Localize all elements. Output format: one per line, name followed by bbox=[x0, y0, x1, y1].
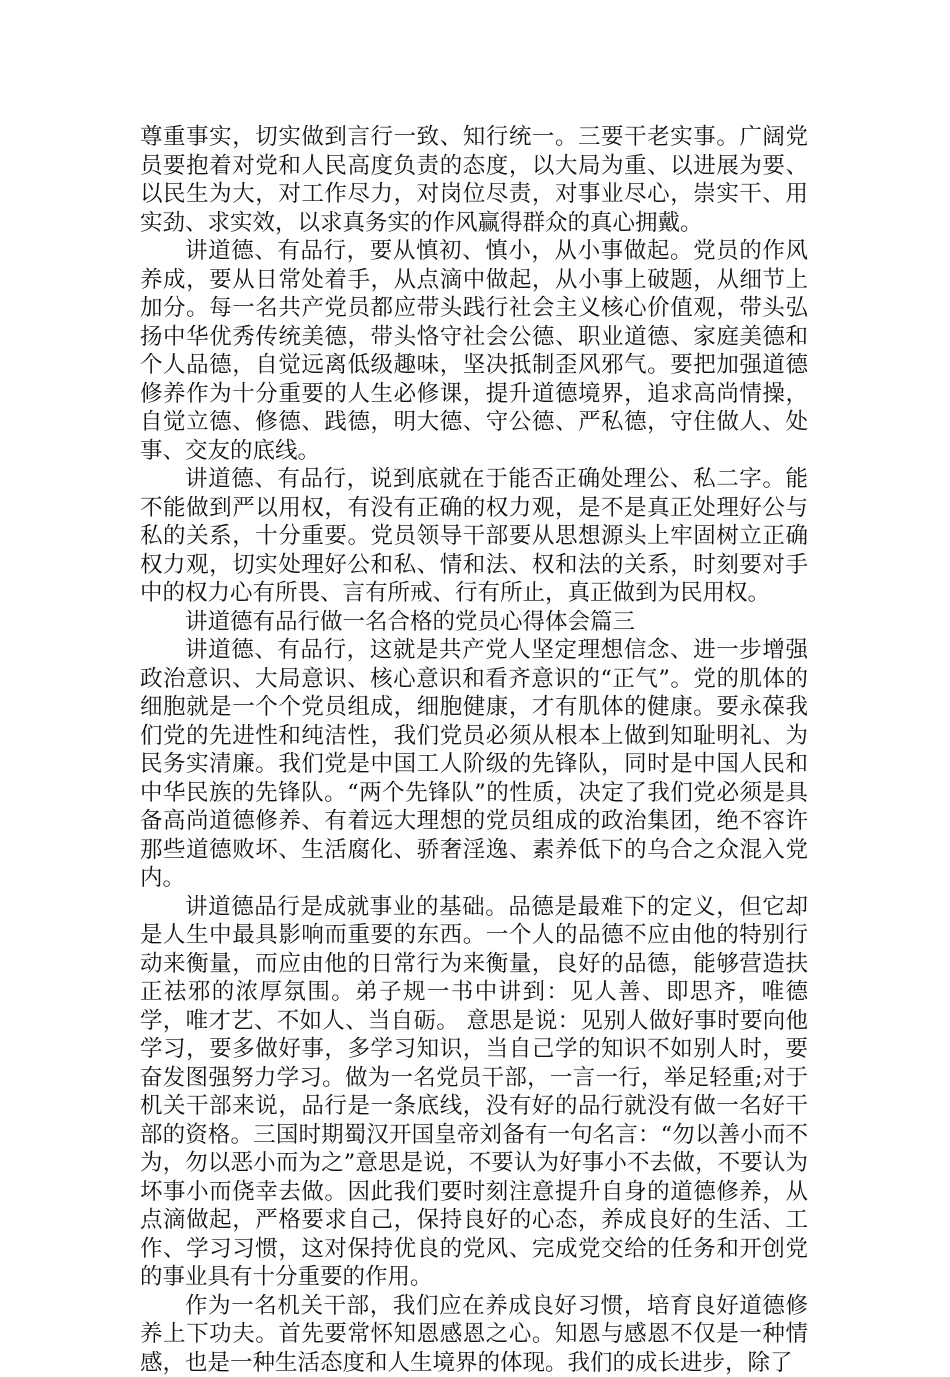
paragraph-start-small: 讲道德、有品行，要从慎初、慎小，从小事做起。党员的作风养成，要从日常处着手，从点滴中做起，从小事上破题，从细节上加分。每一名共产党员都应带头践行社会主义核心价值观，带头弘扬中华优秀传统美德，带头恪守社会公德、职业道德、家庭美德和个人品德，自觉远离低级趣味，坚决抵制歪风邪气。要把加强道德修养作为十分重要的人生必修课，提升道德境界，追求高尚情操，自觉立德、修德、践德，明大德、守公德、严私德，守住做人、处事、交友的底线。 bbox=[140, 237, 808, 465]
document-page bbox=[140, 123, 808, 1377]
section-heading: 讲道德有品行做一名合格的党员心得体会篇三 bbox=[140, 608, 808, 637]
paragraph-integrity: 讲道德、有品行，这就是共产党人坚定理想信念、进一步增强政治意识、大局意识、核心意识和看齐意识的“正气”。党的肌体的细胞就是一个个党员组成，细胞健康，才有肌体的健康。要永葆我们党的先进性和纯洁性，我们党员必须从根本上做到知耻明礼、为民务实清廉。我们党是中国工人阶级的先锋队，同时是中国人民和中华民族的先锋队。“两个先锋队”的性质，决定了我们党必须是具备高尚道德修养、有着远大理想的党员组成的政治集团，绝不容许那些道德败坏、生活腐化、骄奢淫逸、素养低下的乌合之众混入党内。 bbox=[140, 636, 808, 893]
paragraph-good-habits: 作为一名机关干部，我们应在养成良好习惯，培育良好道德修养上下功夫。首先要常怀知恩感恩之心。知恩与感恩不仅是一种情感，也是一种生活态度和人生境界的体现。我们的成长进步，除了 bbox=[140, 1292, 808, 1377]
paragraph-virtue-foundation: 讲道德品行是成就事业的基础。品德是最难下的定义，但它却是人生中最具影响而重要的东西。一个人的品德不应由他的特别行动来衡量，而应由他的日常行为来衡量，良好的品德，能够营造扶正祛邪的浓厚氛围。弟子规一书中讲到：见人善、即思齐，唯德学，唯才艺、不如人、当自砺。 意思是说：见别人做好事时要向他学习，要多做好事，多学习知识，当自己学的知识不如别人时，要奋发图强努力学习。做为一名党员干部，一言一行，举足轻重;对于机关干部来说，品行是一条底线，没有好的品行就没有做一名好干部的资格。三国时期蜀汉开国皇帝刘备有一句名言：“勿以善小而不为，勿以恶小而为之”意思是说，不要认为好事小不去做，不要认为坏事小而侥幸去做。因此我们要时刻注意提升自身的道德修养，从点滴做起，严格要求自己，保持良好的心态，养成良好的生活、工作、学习习惯，这对保持优良的党风、完成党交给的任务和开创党的事业具有十分重要的作用。 bbox=[140, 893, 808, 1292]
paragraph-continued: 尊重事实，切实做到言行一致、知行统一。三要干老实事。广阔党员要抱着对党和人民高度负责的态度，以大局为重、以进展为要、以民生为大，对工作尽力，对岗位尽责，对事业尽心，崇实干、用实劲、求实效，以求真务实的作风赢得群众的真心拥戴。 bbox=[140, 123, 808, 237]
paragraph-public-private: 讲道德、有品行，说到底就在于能否正确处理公、私二字。能不能做到严以用权，有没有正确的权力观，是不是真正处理好公与私的关系，十分重要。党员领导干部要从思想源头上牢固树立正确权力观，切实处理好公和私、情和法、权和法的关系，时刻要对手中的权力心有所畏、言有所戒、行有所止，真正做到为民用权。 bbox=[140, 465, 808, 608]
